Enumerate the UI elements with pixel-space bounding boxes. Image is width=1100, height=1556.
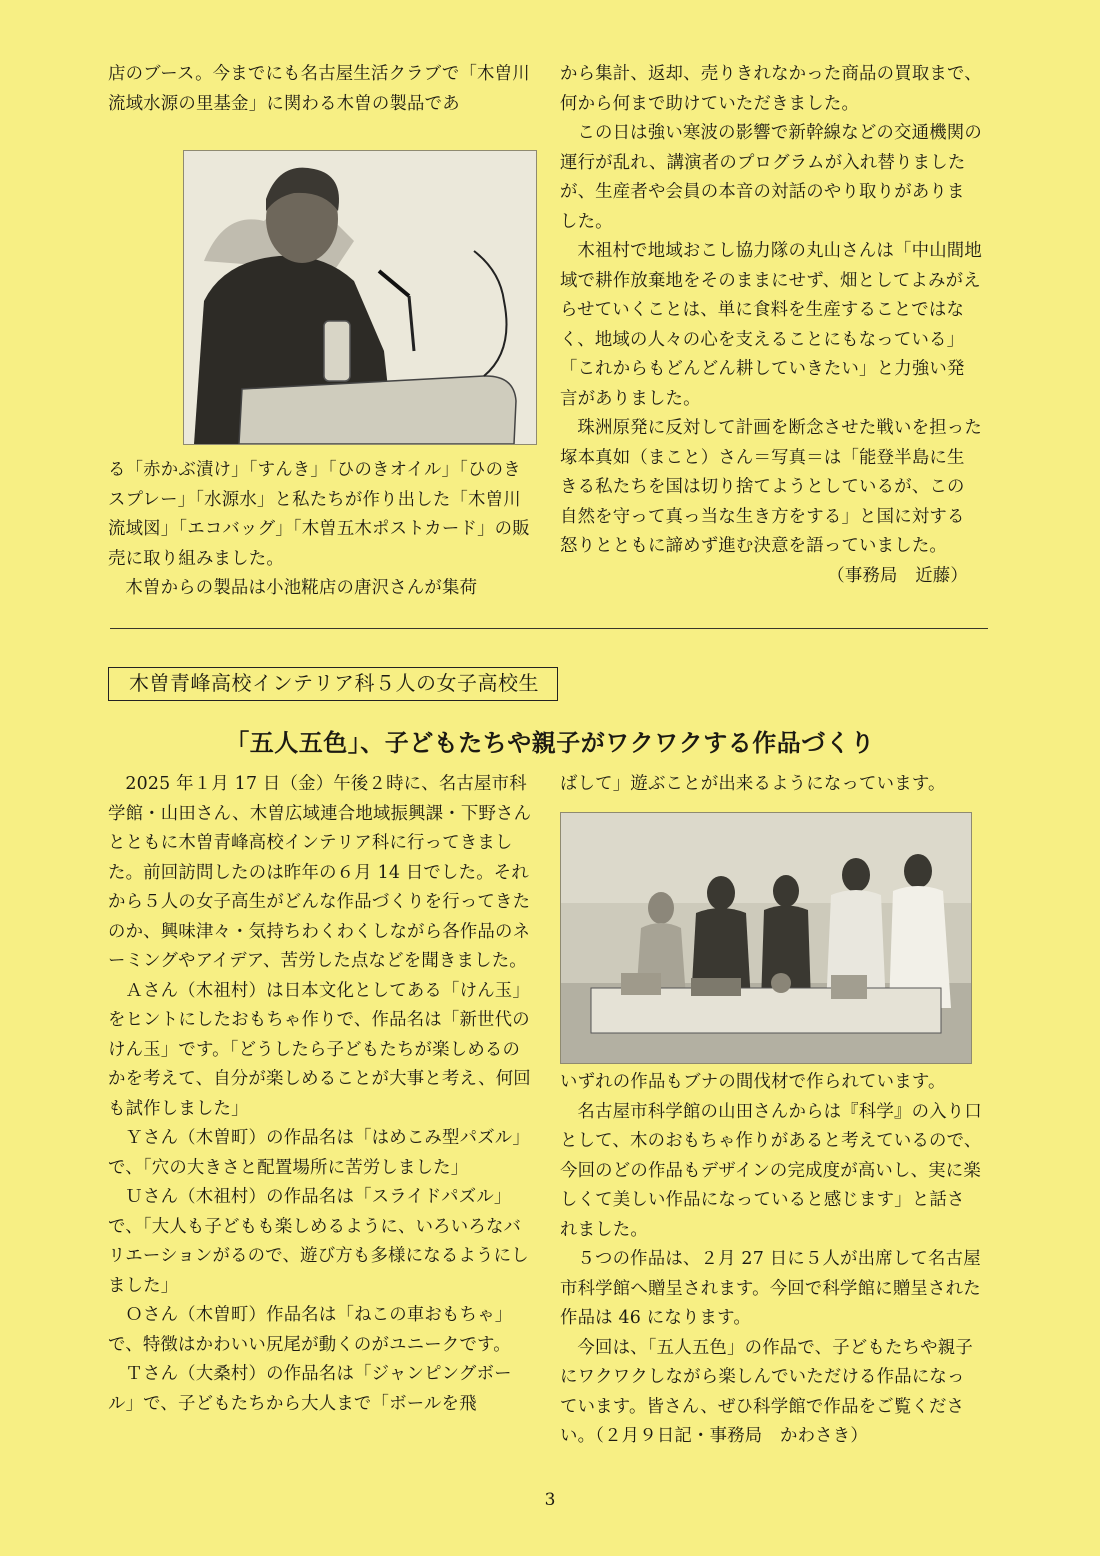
article1-left-bottom <box>108 456 530 604</box>
paragraph: 店のブース。今までにも名古屋生活クラブで「木曽川流域水源の里基金」に関わる木曽の製品であ <box>108 64 530 114</box>
paragraph: 木曽からの製品は小池糀店の唐沢さんが集荷 <box>125 578 478 598</box>
paragraph: 珠洲原発に反対して計画を断念させた戦いを担った塚本真如（まこと）さん＝写真＝は「能登半島に生きる私たちを国は切り捨てようとしているが、この自然を守って真っ当な生き方をする」と国に対する怒りとともに諦めず進む決意を語っていました。 <box>560 418 982 556</box>
paragraph: Ｙさん（木曽町）の作品名は「はめこみ型パズル」で、「穴の大きさと配置場所に苦労しました」 <box>108 1128 530 1178</box>
paragraph: この日は強い寒波の影響で新幹線などの交通機関の運行が乱れ、講演者のプログラムが入れ替りましたが、生産者や会員の本音の対話のやり取りがありました。 <box>560 123 982 232</box>
students-photo-illustration <box>561 813 971 1063</box>
paragraph: から集計、返却、売りきれなかった商品の買取まで、何から何まで助けていただきました。 <box>560 64 982 114</box>
article1-right <box>560 60 982 591</box>
paragraph: Ｔさん（大桑村）の作品名は「ジャンピングボール」で、子どもたちから大人まで「ボールを飛 <box>108 1364 512 1414</box>
paragraph: 木祖村で地域おこし協力隊の丸山さんは「中山間地域で耕作放棄地をそのままにせず、畑としてよみがえらせていくことは、単に食料を生産することではなく、地域の人々の心を支えることにもなっている」「これからもどんどん耕していきたい」と力強い発言がありました。 <box>560 241 982 409</box>
article1-signature: （事務局 近藤） <box>827 565 968 586</box>
paragraph: ５つの作品は、２月 27 日に５人が出席して名古屋市科学館へ贈呈されます。今回で科学館に贈呈された作品は 46 になります。 <box>560 1249 981 1328</box>
paragraph: る「赤かぶ漬け」「すんき」「ひのきオイル」「ひのきスプレー」「水源水」と私たちが作り出した「木曽川流域図」「エコバッグ」「木曽五木ポストカード」の販売に取り組みました。 <box>108 460 530 569</box>
paragraph: 2025 年１月 17 日（金）午後２時に、名古屋市科学館・山田さん、木曽広域連合地域振興課・下野さんとともに木曽青峰高校インテリア科に行ってきました。前回訪問したのは昨年の６月 14 日でした。それから５人の女子高生がどんな作品づくりを行ってきたのか、興味津々・気持ちわくわくしながら各作品のネーミングやアイデア、苦労した点などを聞きました。 <box>108 774 532 971</box>
paragraph: Ｏさん（木曽町）作品名は「ねこの車おもちゃ」で、特徴はかわいい尻尾が動くのがユニークです。 <box>108 1305 513 1355</box>
students-photo <box>560 812 972 1064</box>
paragraph: Ａさん（木祖村）は日本文化としてある「けん玉」をヒントにしたおもちゃ作りで、作品名は「新世代のけん玉」です。「どうしたら子どもたちが楽しめるのかを考えて、自分が楽しめることが大事と考え、何回も試作しました」 <box>108 980 531 1119</box>
speaker-photo-illustration <box>184 151 536 444</box>
section-label: 木曽青峰高校インテリア科５人の女子高校生 <box>108 667 558 701</box>
paragraph: Ｕさん（木祖村）の作品名は「スライドパズル」で、「大人も子どもも楽しめるように、いろいろなバリエーションがるので、遊び方も多様になるようにしました」 <box>108 1187 529 1296</box>
paragraph: 今回は、「五人五色」の作品で、子どもたちや親子にワクワクしながら楽しんでいただける作品になっています。皆さん、ぜひ科学館で作品をご覧ください。（２月９日記・事務局 かわさき） <box>560 1337 973 1446</box>
article2-right-bottom <box>560 1068 982 1452</box>
page-number: 3 <box>544 1490 556 1510</box>
article2-left <box>108 770 532 1419</box>
paragraph: いずれの作品もブナの間伐材で作られています。 <box>560 1072 946 1092</box>
article1-left-top <box>108 60 530 119</box>
speaker-photo <box>183 150 537 445</box>
article2-headline: 「五人五色」、子どもたちや親子がワクワクする作品づくり <box>225 729 875 757</box>
article2-right-top <box>560 770 982 800</box>
paragraph: 名古屋市科学館の山田さんからは『科学』の入り口として、木のおもちゃ作りがあると考えているので、今回のどの作品もデザインの完成度が高いし、実に楽しくて美しい作品になっていると感じます」と話されました。 <box>560 1101 982 1240</box>
paragraph: ばして」遊ぶことが出来るようになっています。 <box>560 774 946 794</box>
section-divider <box>110 628 988 629</box>
